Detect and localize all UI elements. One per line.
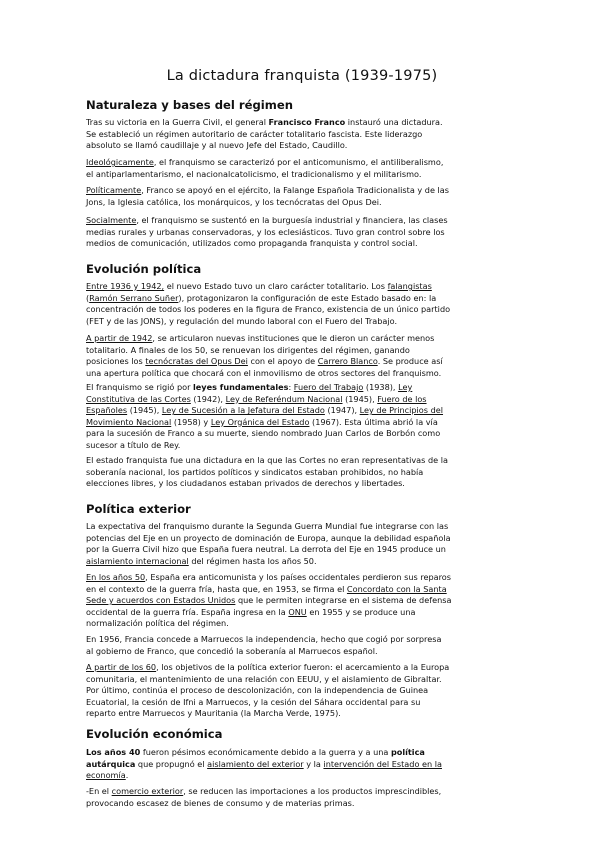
text-run: Se estableció un régimen autoritario de carácter totalitario fascista. Este liderazgo: [86, 128, 423, 139]
text-run: que propugnó el: [135, 758, 208, 769]
text-line: [86, 533, 518, 545]
heading-evolucion-politica: Evolución política: [86, 262, 202, 276]
paragraph: [86, 747, 518, 782]
underlined-text: Entre 1936 y 1942,: [86, 281, 165, 291]
text-line: [86, 117, 518, 129]
text-run: fueron pésimos económicamente debido a la guerra y a una: [140, 747, 391, 757]
paragraph: [86, 572, 518, 630]
text-run: , el franquismo se sustentó en la burguesía industrial y financiera, las clases: [136, 215, 448, 225]
underlined-text: Fuero de los: [377, 393, 427, 404]
bold-text: política: [390, 747, 425, 757]
underlined-text: En los años 50: [86, 572, 146, 582]
text-line: [86, 618, 518, 630]
text-line: [86, 455, 518, 467]
text-line: [86, 572, 518, 584]
document-title: La dictadura franquista (1939-1975): [166, 68, 438, 84]
paragraph: [86, 281, 518, 327]
text-run: occidental de la guerra fría. España ingresa en la: [86, 606, 289, 617]
text-run: medias rurales y urbanas conservadoras, y los eclesiásticos. Tuvo gran control sobre los: [86, 226, 445, 237]
text-run: Por último, continúa el proceso de descolonización, con la independencia de Guinea: [86, 685, 429, 696]
text-run: , España era anticomunista y los países occidentales perdieron sus reparos: [145, 572, 451, 582]
text-run: El franquismo se rigió por: [86, 382, 194, 392]
text-run: Ecuatorial, la cesión de Ifni a Marruecos, y la cesión del Sáhara occidental para su: [86, 696, 421, 707]
text-line: [86, 674, 518, 686]
text-run: que le permiten integrarse en el sistema de defensa: [235, 595, 452, 606]
text-run: El estado franquista fue una dictadura en la que las Cortes no eran representativas de la: [86, 455, 448, 465]
text-run: (1945),: [342, 393, 378, 404]
text-run: comunitaria, el mantenimiento de una relación con EEUU, y el aislamiento de Gibraltar.: [86, 673, 442, 684]
bold-text: Francisco Franco: [268, 117, 346, 127]
text-line: [86, 316, 518, 328]
text-line: [86, 417, 518, 429]
text-line: [86, 478, 518, 490]
text-run: , los objetivos de la política exterior fueron: el acercamiento a la Europa: [156, 662, 450, 672]
text-line: [86, 521, 518, 533]
underlined-text: tecnócratas del Opus Dei: [145, 356, 248, 367]
paragraph: [86, 786, 518, 809]
text-run: La expectativa del franquismo durante la Segunda Guerra Mundial fue integrarse con las: [86, 521, 449, 531]
text-line: [86, 634, 518, 646]
underlined-text: A partir de los 60: [86, 662, 157, 672]
underlined-text: Fuero del Trabajo: [293, 382, 364, 392]
text-run: , se reducen las importaciones a los productos imprescindibles,: [183, 786, 442, 796]
text-line: [86, 197, 518, 209]
text-line: [86, 382, 518, 394]
text-run: soberanía nacional, los partidos políticos y sindicatos estaban prohibidos, no había: [86, 466, 424, 477]
text-line: [86, 215, 518, 227]
paragraph: [86, 185, 518, 208]
bold-text: leyes fundamentales: [193, 382, 289, 392]
text-run: absoluto se llamó caudillaje y al nuevo Jefe del Estado, Caudillo.: [86, 140, 348, 151]
paragraph: [86, 157, 518, 180]
text-line: [86, 333, 518, 345]
text-line: [86, 293, 518, 305]
underlined-text: falangistas: [387, 281, 432, 291]
text-run: (1938),: [363, 382, 399, 392]
underlined-text: aislamiento internacional: [86, 555, 189, 566]
text-run: reparto entre Marruecos y Mauritania (la Marcha Verde, 1975).: [86, 708, 341, 719]
bold-text: autárquica: [86, 758, 136, 769]
underlined-text: A partir de 1942: [86, 333, 153, 343]
text-line: [86, 595, 518, 607]
text-run: en 1955 y se produce una: [306, 606, 416, 617]
text-line: [86, 238, 518, 250]
text-run: -En el: [86, 786, 112, 796]
underlined-text: Ley de Principios del: [359, 405, 444, 416]
underlined-text: Socialmente: [86, 215, 137, 225]
text-run: y la: [303, 758, 324, 769]
bold-text: Los años 40: [86, 747, 141, 757]
text-line: [86, 556, 518, 568]
text-run: totalitario. A finales de los 50, se renuevan los dirigentes del régimen, ganando: [86, 344, 410, 355]
text-line: [86, 405, 518, 417]
text-line: [86, 169, 518, 181]
text-line: [86, 356, 518, 368]
text-line: [86, 584, 518, 596]
text-run: , Franco se apoyó en el ejército, la Falange Española Tradicionalista y de las: [141, 185, 449, 195]
underlined-text: Sede y acuerdos con Estados Unidos: [86, 595, 236, 606]
text-run: el nuevo Estado tuvo un claro carácter totalitario. Los: [164, 281, 388, 291]
text-run: (1967). Esta última abrió la vía: [309, 416, 438, 427]
text-run: posiciones los: [86, 356, 146, 367]
text-run: concentración de todos los poderes en la figura de Franco, existencia de un único partido: [86, 304, 451, 315]
text-run: .: [125, 770, 129, 781]
text-line: [86, 345, 518, 357]
text-run: medios de comunicación, utilizados como propaganda franquista y control social.: [86, 238, 418, 249]
text-run: normalización política del régimen.: [86, 618, 229, 629]
underlined-text: aislamiento del exterior: [207, 758, 304, 769]
text-line: [86, 394, 518, 406]
paragraph: [86, 634, 518, 657]
text-line: [86, 467, 518, 479]
underlined-text: Ley: [398, 382, 413, 392]
underlined-text: Ramón Serrano Suñer: [89, 292, 179, 303]
underlined-text: Ley de Referéndum Nacional: [225, 393, 343, 404]
text-run: una apertura política que chocará con el inmovilismo de otros sectores del franquismo.: [86, 367, 442, 378]
text-run: el antiparlamentarismo, el nacionalcatolicismo, el tradicionalismo y el militarismo.: [86, 168, 422, 179]
text-line: [86, 185, 518, 197]
underlined-text: Movimiento Nacional: [86, 416, 172, 427]
text-run: (1942),: [190, 393, 226, 404]
heading-politica-exterior: Política exterior: [86, 502, 191, 516]
text-run: para la sucesión de Franco a su muerte, siendo nombrado Juan Carlos de Borbón como: [86, 428, 441, 439]
text-line: [86, 786, 518, 798]
underlined-text: Políticamente: [86, 185, 142, 195]
paragraph: [86, 521, 518, 567]
text-run: elecciones libres, y los ciudadanos estaban privados de derechos y libertades.: [86, 478, 405, 489]
text-run: instauró una dictadura.: [345, 117, 443, 127]
text-run: (1947),: [324, 405, 360, 416]
text-line: [86, 428, 518, 440]
underlined-text: Constitutiva de las Cortes: [86, 393, 191, 404]
heading-naturaleza: Naturaleza y bases del régimen: [86, 98, 293, 112]
text-line: [86, 798, 518, 810]
text-line: [86, 759, 518, 771]
underlined-text: comercio exterior: [111, 786, 184, 796]
text-line: [86, 227, 518, 239]
underlined-text: Ley de Sucesión a la Jefatura del Estado: [161, 405, 325, 416]
text-run: (1958) y: [171, 416, 211, 427]
underlined-text: Ideológicamente: [86, 157, 154, 167]
text-line: [86, 129, 518, 141]
underlined-text: ONU: [288, 606, 307, 617]
text-run: por la Guerra Civil hizo que España fuera neutral. La derrota del Eje en 1945 produce un: [86, 544, 446, 555]
text-run: , se articularon nuevas instituciones que le dieron un carácter menos: [152, 333, 435, 343]
text-line: [86, 685, 518, 697]
text-line: [86, 440, 518, 452]
text-run: al gobierno de Franco, que concedió la soberanía al Marruecos español.: [86, 645, 378, 656]
text-line: [86, 544, 518, 556]
text-line: [86, 708, 518, 720]
text-run: Jons, la Iglesia católica, los monárquicos, y los tecnócratas del Opus Dei.: [86, 196, 382, 207]
text-run: . Se produce así: [377, 356, 443, 367]
underlined-text: Españoles: [86, 405, 128, 416]
text-line: [86, 770, 518, 782]
text-run: sucesor a título de Rey.: [86, 439, 181, 450]
text-line: [86, 140, 518, 152]
text-line: [86, 747, 518, 759]
text-line: [86, 368, 518, 380]
text-line: [86, 662, 518, 674]
text-run: en el contexto de la guerra fría, hasta que, en 1953, se firma el: [86, 583, 347, 594]
paragraph: [86, 662, 518, 720]
text-run: del régimen hasta los años 50.: [188, 555, 317, 566]
text-line: [86, 646, 518, 658]
text-run: (: [86, 292, 90, 303]
text-run: En 1956, Francia concede a Marruecos la independencia, hecho que cogió por sorpresa: [86, 634, 442, 644]
paragraph: [86, 333, 518, 379]
paragraph: [86, 215, 518, 250]
paragraph: [86, 455, 518, 490]
text-run: :: [288, 382, 294, 392]
underlined-text: Ley Orgánica del Estado: [210, 416, 310, 427]
paragraph: [86, 382, 518, 452]
text-run: con el apoyo de: [247, 356, 318, 367]
underlined-text: Concordato con la Santa: [346, 583, 447, 594]
text-run: ), protagonizaron la configuración de este Estado basado en: la: [178, 292, 437, 303]
text-line: [86, 607, 518, 619]
paragraph: [86, 117, 518, 152]
text-run: provocando escasez de bienes de consumo y de materias primas.: [86, 797, 355, 808]
underlined-text: economía: [86, 770, 126, 781]
text-run: Tras su victoria en la Guerra Civil, el general: [86, 117, 269, 127]
text-run: potencias del Eje en un proyecto de dominación de Europa, aunque la debilidad española: [86, 532, 451, 543]
underlined-text: Carrero Blanco: [317, 356, 378, 367]
text-run: , el franquismo se caracterizó por el anticomunismo, el antiliberalismo,: [153, 157, 444, 167]
text-line: [86, 697, 518, 709]
text-line: [86, 157, 518, 169]
text-line: [86, 281, 518, 293]
underlined-text: intervención del Estado en la: [323, 758, 442, 769]
text-run: (1945),: [127, 405, 162, 416]
text-line: [86, 304, 518, 316]
heading-evolucion-economica: Evolución económica: [86, 727, 223, 741]
text-run: (FET y de las JONS), y regulación del mundo laboral con el Fuero del Trabajo.: [86, 315, 398, 326]
